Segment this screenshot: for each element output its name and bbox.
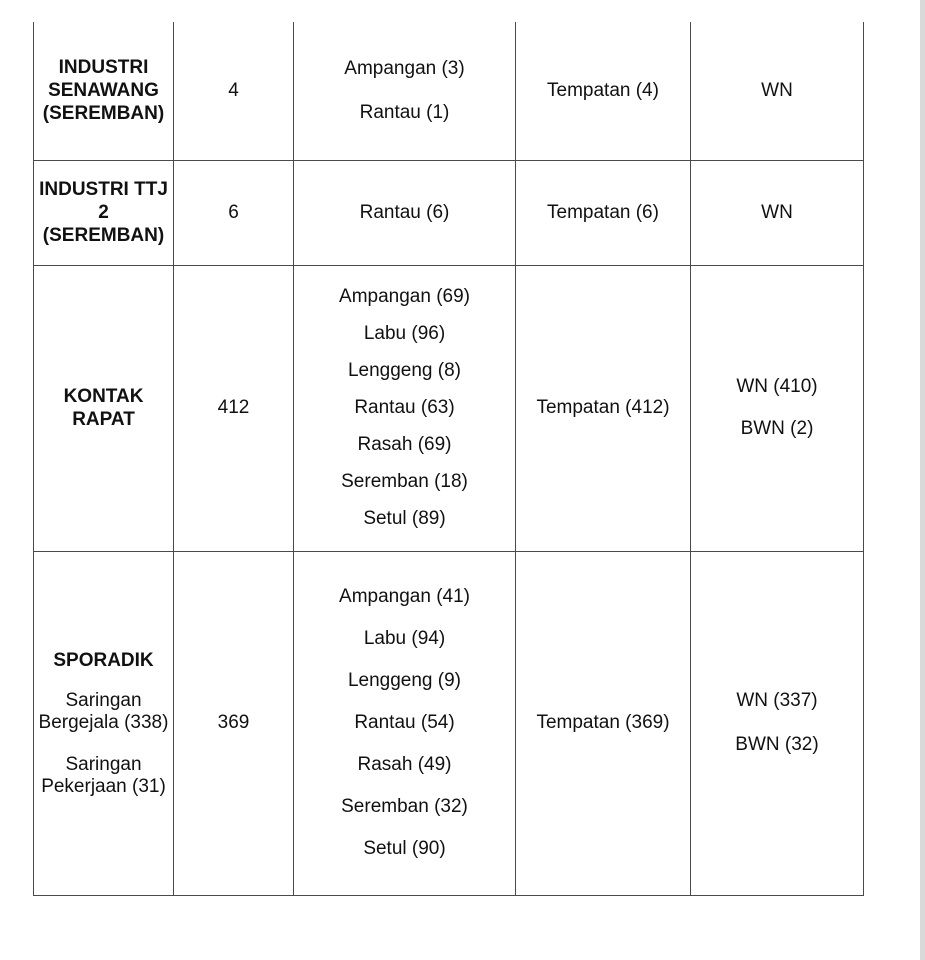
area-item: Labu (96) [363, 323, 446, 344]
area-item: Ampangan (69) [339, 286, 470, 307]
area-item: Ampangan (3) [344, 57, 465, 79]
citizenship-cell: WN [691, 22, 864, 160]
origin-cell: Tempatan (6) [516, 160, 691, 265]
category-cell [34, 551, 174, 895]
area-item: Rantau (6) [359, 201, 450, 223]
citizenship-cell [691, 265, 864, 551]
category-label: INDUSTRI SENAWANG (SEREMBAN) [42, 57, 165, 125]
count-cell: 369 [174, 551, 294, 895]
area-item: Setul (90) [363, 838, 446, 859]
citizenship-item: WN (337) [736, 690, 818, 711]
area-item: Seremban (18) [341, 471, 468, 492]
table-row [34, 22, 864, 160]
subcategory-label: Saringan Bergejala (338) [38, 689, 169, 733]
area-item: Seremban (32) [341, 796, 468, 817]
area-item: Setul (89) [363, 508, 446, 529]
category-cell [34, 22, 174, 160]
subcategory-label: Saringan Pekerjaan (31) [41, 753, 166, 797]
areas-cell [294, 160, 516, 265]
area-item: Rantau (54) [354, 712, 455, 733]
count-cell: 6 [174, 160, 294, 265]
area-item: Ampangan (41) [339, 586, 470, 607]
table-row [34, 160, 864, 265]
citizenship-cell: WN [691, 160, 864, 265]
areas-cell [294, 551, 516, 895]
area-item: Rasah (49) [357, 754, 452, 775]
origin-cell: Tempatan (369) [516, 551, 691, 895]
area-item: Rantau (63) [354, 397, 455, 418]
table-row [34, 265, 864, 551]
table-row [34, 551, 864, 895]
citizenship-item: BWN (32) [735, 734, 819, 755]
category-label: INDUSTRI TTJ 2 (SEREMBAN) [39, 179, 168, 246]
area-item: Lenggeng (9) [347, 670, 462, 691]
count-cell: 4 [174, 22, 294, 160]
citizenship-item: WN (410) [736, 376, 818, 397]
citizenship-item: BWN (2) [740, 418, 814, 439]
category-label: SPORADIK [53, 649, 154, 671]
areas-cell [294, 22, 516, 160]
category-cell [34, 265, 174, 551]
area-item: Rasah (69) [357, 434, 452, 455]
cluster-cases-table [33, 22, 864, 896]
area-item: Lenggeng (8) [347, 360, 462, 381]
category-cell [34, 160, 174, 265]
scrollbar-track[interactable] [920, 0, 925, 960]
count-cell: 412 [174, 265, 294, 551]
category-label: KONTAK RAPAT [63, 386, 144, 430]
area-item: Rantau (1) [359, 101, 450, 123]
origin-cell: Tempatan (4) [516, 22, 691, 160]
citizenship-cell [691, 551, 864, 895]
areas-cell [294, 265, 516, 551]
origin-cell: Tempatan (412) [516, 265, 691, 551]
area-item: Labu (94) [363, 628, 446, 649]
